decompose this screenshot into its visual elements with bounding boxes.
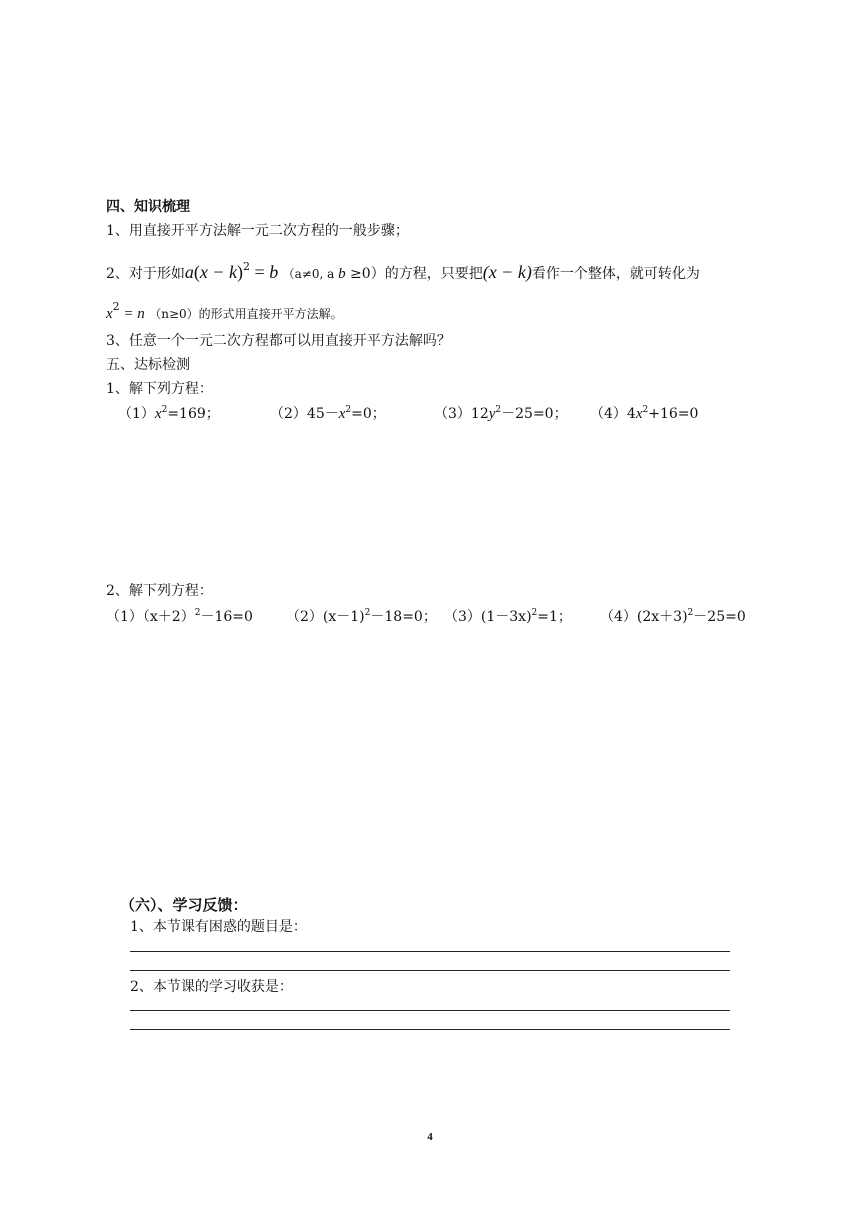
q1-eq2-exp: 2 — [345, 405, 352, 415]
answer-line-4[interactable] — [130, 1029, 730, 1030]
answer-line-1[interactable] — [130, 951, 730, 952]
q1-eq3-var: y — [488, 406, 496, 422]
q1-eq4 — [590, 401, 698, 423]
section6-q2: 2、本节课的学习收获是： — [130, 979, 293, 995]
q2-eq1-exp: 2 — [194, 608, 201, 618]
section6-heading: （六）、学习反馈： — [120, 896, 248, 914]
q1-eq1-rest: =169； — [167, 406, 220, 422]
q2-eq4 — [600, 604, 746, 626]
item2-suffix: 看作一个整体，就可转化为 — [531, 266, 700, 282]
q1-eq3 — [434, 401, 568, 423]
page-number: 4 — [427, 1131, 433, 1143]
q1-eq4-var: x — [635, 406, 643, 422]
formula-xk: x − k — [199, 262, 238, 282]
q2-eq2-pre: （2）(x－1) — [286, 609, 365, 625]
q2-eq1 — [106, 604, 253, 626]
q1-eq2 — [270, 401, 386, 423]
q2-eq3 — [444, 604, 572, 626]
section4-item3: 3、任意一个一元二次方程都可以用直接开平方法解吗？ — [106, 333, 451, 349]
q2-eq3-exp: 2 — [531, 608, 538, 618]
q2-eq4-exp: 2 — [687, 608, 694, 618]
item2-cont-text: （n≥0）的形式用直接开平方法解。 — [149, 307, 343, 321]
formula-exp: 2 — [243, 260, 251, 273]
q1-eq3-num: （3）12 — [434, 406, 489, 422]
q2-eq1-rest: －16=0 — [200, 609, 253, 625]
condition-b: b — [338, 266, 346, 282]
q2-eq2-rest: －18=0； — [370, 609, 437, 625]
section4-heading: 四、知识梳理 — [106, 199, 190, 215]
section4-item1: 1、用直接开平方法解一元二次方程的一般步骤； — [106, 223, 409, 239]
formula-b: b — [269, 262, 279, 282]
q1-eq3-rest: －25=0； — [501, 406, 568, 422]
answer-line-2[interactable] — [130, 970, 730, 971]
q1-eq4-num: （4）4 — [590, 406, 636, 422]
q1-eq4-rest: +16=0 — [648, 406, 699, 422]
section5-q2-title: 2、解下列方程： — [106, 583, 213, 599]
q1-eq1 — [118, 401, 220, 423]
q1-eq2-var: x — [338, 406, 346, 422]
formula-a: a — [184, 262, 194, 282]
formula-eq-n: = n — [119, 306, 145, 322]
group-xk: (x − k) — [482, 262, 532, 282]
formula-x: x — [106, 306, 113, 322]
q2-eq4-pre: （4）(2x＋3) — [600, 609, 688, 625]
formula-eq: = — [250, 262, 270, 282]
condition-prefix: （a≠0, a — [282, 267, 339, 281]
section6-q1: 1、本节课有困惑的题目是： — [130, 919, 307, 935]
q1-eq2-num: （2）45－ — [270, 406, 339, 422]
section5-heading: 五、达标检测 — [106, 357, 190, 373]
section5-q1-title: 1、解下列方程： — [106, 381, 213, 397]
section4-item2 — [106, 258, 700, 283]
q2-eq2 — [286, 604, 437, 626]
condition-suffix: ≥0）的方程，只要把 — [345, 266, 483, 282]
q1-eq1-exp: 2 — [161, 405, 168, 415]
q2-eq1-pre: （1）（x＋2） — [106, 609, 195, 625]
q1-eq1-var: x — [154, 406, 162, 422]
item2-prefix: 2、对于形如 — [106, 266, 185, 282]
q2-eq3-rest: =1； — [537, 609, 572, 625]
q2-eq2-exp: 2 — [364, 608, 371, 618]
formula-close: ) — [237, 262, 244, 282]
q2-eq4-rest: －25=0 — [693, 609, 746, 625]
formula-open: ( — [193, 262, 200, 282]
formula-x-exp: 2 — [112, 300, 120, 313]
q2-eq3-pre: （3）(1－3x) — [444, 609, 532, 625]
answer-line-3[interactable] — [130, 1010, 730, 1011]
section4-item2-cont — [106, 298, 343, 323]
q1-eq1-num: （1） — [118, 406, 155, 422]
q1-eq3-exp: 2 — [495, 405, 502, 415]
q1-eq4-exp: 2 — [642, 405, 649, 415]
q1-eq2-rest: =0； — [351, 406, 386, 422]
